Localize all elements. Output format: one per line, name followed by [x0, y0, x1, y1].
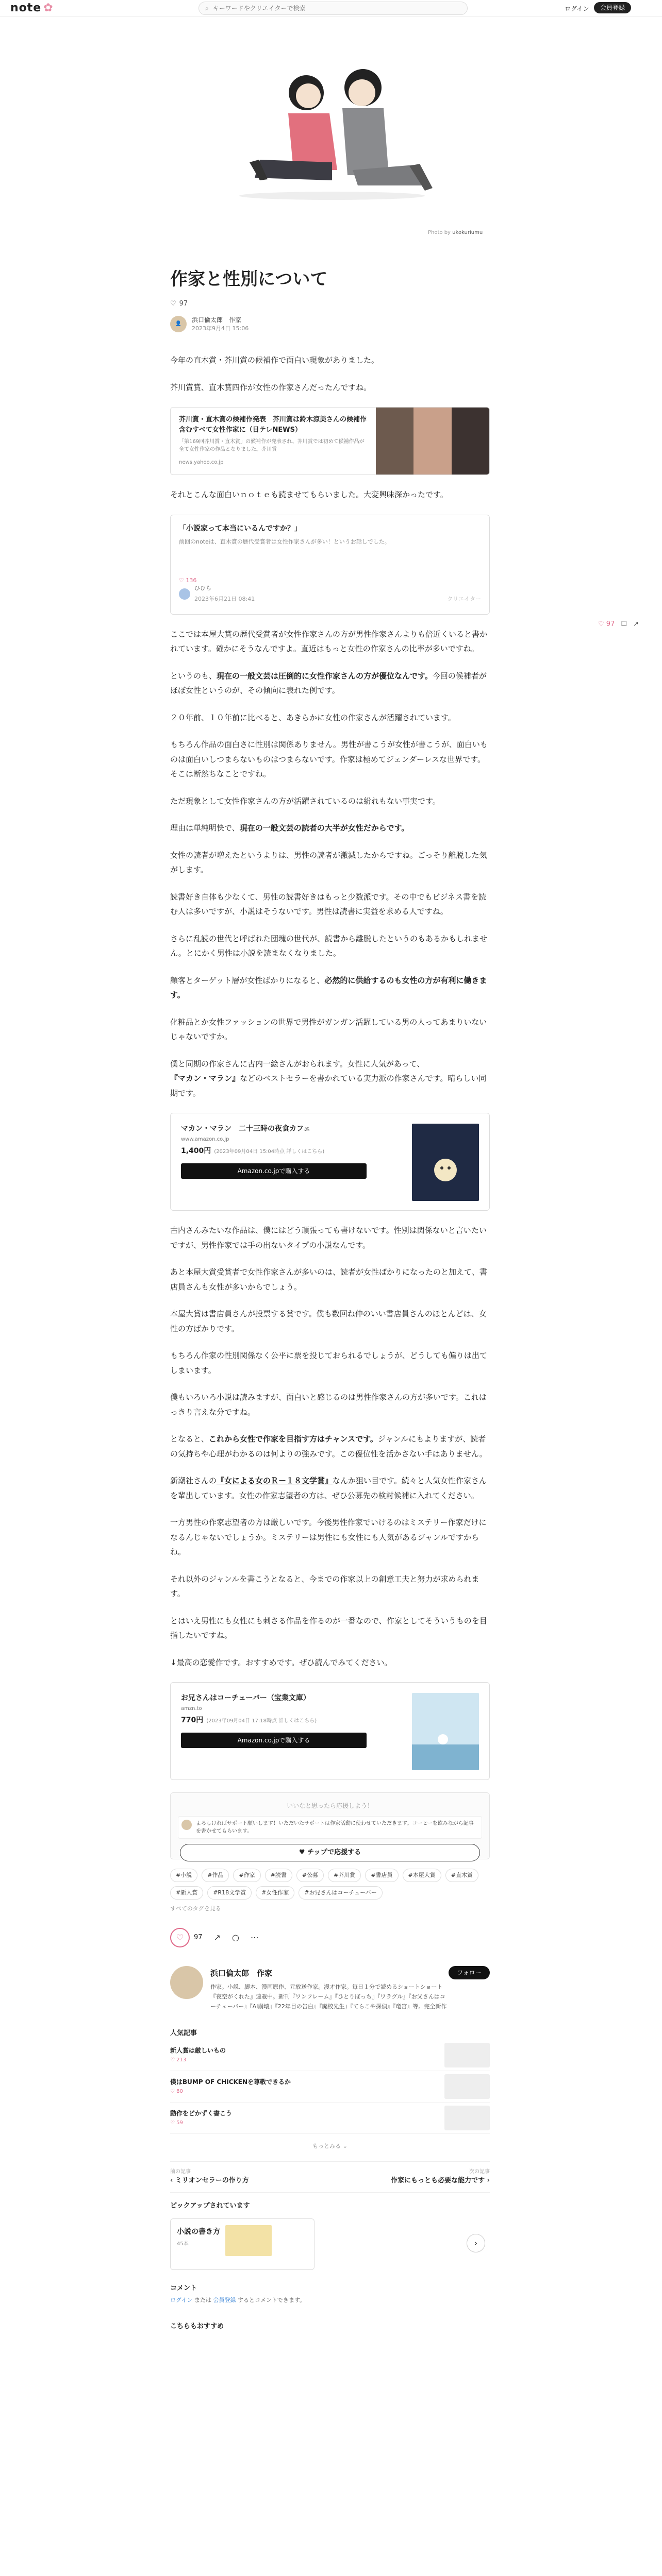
- paragraph: 今年の直木賞・芥川賞の候補作で面白い現象がありました。: [170, 355, 379, 365]
- paragraph: あと本屋大賞受賞者で女性作家さんが多いのは、読者が女性ばかりになったのと加えて、書店員さんも女性が多いからでしょう。: [170, 1267, 487, 1292]
- paragraph: 芥川賞賞、直木賞四作が女性の作家さんだったんですね。: [170, 382, 372, 392]
- paragraph: 新潮社さんの『女による女のＲ－１８文学賞』なんか狙い目です。続々と人気女性作家さんを輩出しています。女性の作家志望者の方は、ぜひ公募先の検討候補に入れてください。: [170, 1476, 487, 1500]
- paragraph: 僕もいろいろ小説は読みますが、面白いと感じるのは男性作家さんの方が多いです。これはっきり言えな分ですね。: [170, 1393, 487, 1417]
- paragraph: それとこんな面白いｎｏｔｅも読ませてもらいました。大変興味深かったです。: [170, 490, 448, 500]
- comment-login-text: ログイン または 会員登録 するとコメントできます。: [170, 2296, 306, 2303]
- note-embed-card[interactable]: [170, 515, 490, 615]
- next-article[interactable]: 次の記事 作家にもっとも必要な能力です ›: [391, 2169, 490, 2185]
- paragraph: ２０年前、１０年前に比べると、あきらかに女性の作家さんが活躍されています。: [170, 713, 456, 722]
- magazine-card[interactable]: 小説の書き方 45本: [170, 2218, 315, 2270]
- paragraph: ただ現象として女性作家さんの方が活躍されているのは紛れもない事実です。: [170, 796, 440, 806]
- search-box[interactable]: [198, 2, 468, 15]
- paragraph: 一方男性の作家志望者の方は厳しいです。今後男性作家でいけるのはミステリー作家だけになるんじゃないでしょうか。ミステリーは男性にも女性にも人気があるジャンルですからね。: [170, 1518, 487, 1557]
- avatar: [181, 1820, 192, 1830]
- popular-item[interactable]: 僕はBUMP OF CHICKENを尊敬できるか ♡ 80: [170, 2071, 490, 2103]
- article-pager: [170, 2161, 490, 2193]
- paragraph: というのも、現在の一般文芸は圧倒的に女性作家さんの方が優位なんです。今回の候補者がほぼ女性というのが、その傾向に表れた例です。: [170, 671, 487, 696]
- profile-name[interactable]: 浜口倫太郎 作家: [210, 1968, 273, 1978]
- paragraph: となると、これから女性で作家を目指す方はチャンスです。ジャンルにもよりますが、読者の気持ちや心理がわかるのは何よりの強みです。この優位性を活かさない手はありません。: [170, 1434, 487, 1459]
- news-embed-card[interactable]: [170, 407, 490, 475]
- bookmark-icon[interactable]: ☐: [621, 620, 627, 628]
- support-message: よろしければサポート願いします！いただいたサポートは作家活動に使わせていただきます。コーヒーを飲みながら記事を書かせてもらいます。: [178, 1816, 482, 1839]
- paragraph: とはいえ男性にも女性にも刺さる作品を作るのが一番なので、作家としてそういうものを目指したいですね。: [170, 1616, 487, 1640]
- paragraph: 僕と同期の作家さんに古内一絵さんがおられます。女性に人気があって、『マカン・マラン』などのベストセラーを書かれている実力派の作家さんです。晴らしい同期です。: [170, 1059, 487, 1098]
- tag[interactable]: #公募: [296, 1869, 324, 1882]
- embed-title: 芥川賞・直木賞の候補作発表 芥川賞は鈴木涼美さんの候補作含むすべて女性作家に（日テレNEWS）: [179, 416, 367, 434]
- embed-likes: ♡ 136: [179, 577, 197, 584]
- profile-desc: 作家。小説、脚本、漫画原作、元放送作家。漫才作家。毎日１分で読めるショートショート『夜空がくれた』連載中。新刊『ワンフレーム』『ひとりぼっち』『ワラグル』『お父さんはコーチェーバー』『AI崩壊』『22年目の告白』『廃校先生』『てらこや探偵』『竜宮』等。完全新作: [210, 1984, 447, 2010]
- paragraph: さらに乱読の世代と呼ばれた団塊の世代が、読書から離脱したというのもあるかもしれません。とにかく男性は小説を読まなくなりました。: [170, 934, 488, 958]
- comment-section: [170, 2282, 490, 2306]
- amazon-embed-card[interactable]: [170, 1113, 490, 1211]
- embed-brand: クリエイター: [447, 595, 481, 602]
- floating-actions: [598, 618, 639, 631]
- amazon-buy-button[interactable]: Amazon.co.jpで購入する: [181, 1163, 367, 1179]
- photo-credit: Photo by ukokuriumu: [428, 230, 483, 235]
- comment-signup-link[interactable]: 会員登録: [213, 2296, 236, 2303]
- carousel-next-icon[interactable]: ›: [467, 2234, 485, 2252]
- author-name[interactable]: 浜口倫太郎 作家: [192, 316, 242, 324]
- thumbnail: [444, 2074, 490, 2099]
- search-icon: ⌕: [205, 4, 209, 12]
- amazon-buy-button[interactable]: Amazon.co.jpで購入する: [181, 1733, 367, 1748]
- product-title: お兄さんはコーチェーバー（宝業文庫）: [181, 1694, 310, 1703]
- paragraph: 理由は単純明快で、現在の一般文芸の読者の大半が女性だからです。: [170, 823, 409, 833]
- avatar[interactable]: 👤: [170, 316, 187, 332]
- chevron-down-icon: ⌄: [342, 2143, 347, 2150]
- product-url: www.amazon.co.jp: [181, 1137, 229, 1143]
- like-button-floating[interactable]: ♡ 97: [598, 620, 615, 628]
- support-question: いいなと思ったら応援しよう！: [286, 1802, 373, 1810]
- site-header: [0, 0, 662, 17]
- tag[interactable]: #女性作家: [256, 1886, 294, 1900]
- embed-user: ひひら 2023年6月21日 08:41: [179, 583, 255, 605]
- comment-icon[interactable]: ○: [231, 1932, 239, 1942]
- avatar[interactable]: [170, 1966, 203, 1999]
- heart-icon[interactable]: ♡: [170, 300, 176, 308]
- signup-button[interactable]: 会員登録: [594, 2, 631, 13]
- share-icon[interactable]: ↗: [213, 1932, 221, 1942]
- follow-button[interactable]: フォロー: [449, 1966, 490, 1979]
- magazine-list: [170, 2218, 490, 2270]
- paragraph: 女性の読者が増えたというよりは、男性の読者が激減したからですね。ごっそり離脱した気がします。: [170, 850, 487, 875]
- more-icon[interactable]: ⋯: [250, 1932, 259, 1942]
- amazon-embed-card[interactable]: [170, 1682, 490, 1780]
- more-link[interactable]: もっとみる ⌄: [312, 2143, 347, 2150]
- note-logo[interactable]: note ✿: [10, 0, 54, 19]
- tag-list: [170, 1869, 490, 1900]
- chevron-right-icon: ›: [485, 2177, 490, 2185]
- search-input[interactable]: [212, 4, 451, 12]
- tag[interactable]: #本屋大賞: [403, 1869, 441, 1882]
- tag[interactable]: #直木賞: [445, 1869, 478, 1882]
- paragraph: 本屋大賞は書店員さんが投票する賞です。僕も数回ね仲のいい書店員さんのほとんどは、女性の方ばかりです。: [170, 1309, 487, 1333]
- book-cover: [412, 1693, 479, 1770]
- embed-desc: 前回のnoteは、直木賞の歴代受賞者は女性作家さんが多い！というお話しでした。: [179, 538, 390, 545]
- tag[interactable]: #読書: [265, 1869, 292, 1882]
- paragraph: もちろん作家の性別関係なく公平に票を投じておられるでしょうが、どうしても偏りは出てしまいます。: [170, 1351, 487, 1375]
- author-profile: [170, 1966, 490, 2012]
- support-box: [170, 1792, 490, 1859]
- heart-icon: ♥: [299, 1848, 308, 1856]
- hero-image: [198, 31, 464, 237]
- all-tags-link[interactable]: すべてのタグを見る: [170, 1905, 221, 1912]
- embed-url: news.yahoo.co.jp: [179, 460, 224, 466]
- tag[interactable]: #小説: [170, 1869, 197, 1882]
- tag[interactable]: #作家: [233, 1869, 260, 1882]
- paragraph: ここでは本屋大賞の歴代受賞者が女性作家さんの方が男性作家さんよりも倍近くいると書かれています。確かにそうなんですよ。直近はもっと女性の作家さんの比率が多いですね。: [170, 629, 488, 654]
- article-title: 作家と性別について: [170, 269, 328, 290]
- article: [170, 268, 490, 2333]
- avatar: [179, 588, 190, 600]
- paragraph: 古内さんみたいな作品は、僕にはどう頑張っても書けないです。性別は関係ないと言いたいですが、男性作家では手の出ないタイプの小説なんです。: [170, 1226, 487, 1250]
- magazine-cover: [225, 2225, 272, 2256]
- product-title: マカン・マラン 二十三時の夜食カフェ: [181, 1125, 311, 1133]
- paragraph: もちろん作品の面白さに性別は関係ありません。男性が書こうが女性が書こうが、面白いものは面白いしつまらないものはつまらないです。作家は極めてジェンダーレスな世界です。そこは断然ちなことですね。: [170, 740, 488, 779]
- popular-item[interactable]: 新人賞は厳しいもの ♡ 213: [170, 2040, 490, 2071]
- author-info: [170, 316, 490, 332]
- like-button[interactable]: ♡: [170, 1928, 190, 1947]
- paragraph: 読書好き自体も少なくて、男性の読書好きはもっと少数派です。その中でもビジネス書を読む人は多いですが、小説はそうないです。男性は読書に実益を求める人ですね。: [170, 892, 487, 917]
- like-count: 97: [194, 1933, 203, 1941]
- tag[interactable]: #書店員: [365, 1869, 398, 1882]
- thumbnail: [444, 2043, 490, 2067]
- chevron-left-icon: ‹: [170, 2177, 175, 2185]
- flower-icon: ✿: [43, 2, 54, 15]
- article-actions: [170, 1928, 490, 1947]
- product-url: amzn.to: [181, 1706, 202, 1712]
- product-price: 770円 (2023年09月04日 17:18時点 詳しくはこちら): [181, 1716, 317, 1725]
- book-cover: [412, 1124, 479, 1201]
- paragraph: 顧客とターゲット層が女性ばかりになると、必然的に供給するのも女性の方が有利に働きます。: [170, 975, 487, 1000]
- login-link[interactable]: ログイン: [565, 5, 589, 12]
- embed-title: 「小説家って本当にいるんですか？」: [179, 524, 302, 533]
- share-icon[interactable]: ↗: [633, 620, 639, 628]
- tag[interactable]: #作品: [202, 1869, 229, 1882]
- recommend-heading: こちらもおすすめ: [170, 2322, 224, 2330]
- magazine-heading: ピックアップされています: [170, 2201, 250, 2210]
- paragraph: それ以外のジャンルを書こうとなると、今までの作家以上の創意工夫と努力が求められます。: [170, 1574, 479, 1599]
- thumbnail: [444, 2106, 490, 2130]
- photo-credit-name[interactable]: ukokuriumu: [452, 230, 483, 235]
- prev-article[interactable]: 前の記事 ‹ ミリオンセラーの作り方: [170, 2169, 249, 2185]
- product-price: 1,400円 (2023年09月04日 15:04時点 詳しくはこちら): [181, 1147, 325, 1156]
- tag[interactable]: #R18文学賞: [207, 1886, 252, 1900]
- tag[interactable]: #芥川賞: [328, 1869, 361, 1882]
- popular-heading: 人気記事: [170, 2029, 197, 2037]
- like-count-top: ♡ 97: [170, 298, 490, 311]
- publish-date: 2023年9月4日 15:06: [192, 325, 249, 332]
- comment-heading: コメント: [170, 2284, 197, 2293]
- comment-login-link[interactable]: ログイン: [170, 2296, 193, 2303]
- tag[interactable]: #お兄さんはコーチェーバー: [299, 1886, 382, 1900]
- embed-desc: 「第169回芥川賞・直木賞」の候補作が発表され、芥川賞では初めて候補作品が全て女性作家の作品となりました。芥川賞: [179, 439, 365, 453]
- paragraph: 化粧品とか女性ファッションの世界で男性がガンガン活躍している男の人ってあまりいないじゃないですか。: [170, 1017, 487, 1042]
- paragraph: ↓最高の恋愛作です。おすすめです。ぜひ読んでみてください。: [170, 1657, 392, 1667]
- tag[interactable]: #新人賞: [170, 1886, 203, 1900]
- embed-thumbnail: [376, 408, 489, 474]
- tip-button[interactable]: ♥ チップで応援する: [180, 1844, 480, 1861]
- award-link[interactable]: 『女による女のＲ－１８文学賞』: [217, 1476, 333, 1486]
- popular-item[interactable]: 動作をどかずく書こう ♡ 59: [170, 2103, 490, 2134]
